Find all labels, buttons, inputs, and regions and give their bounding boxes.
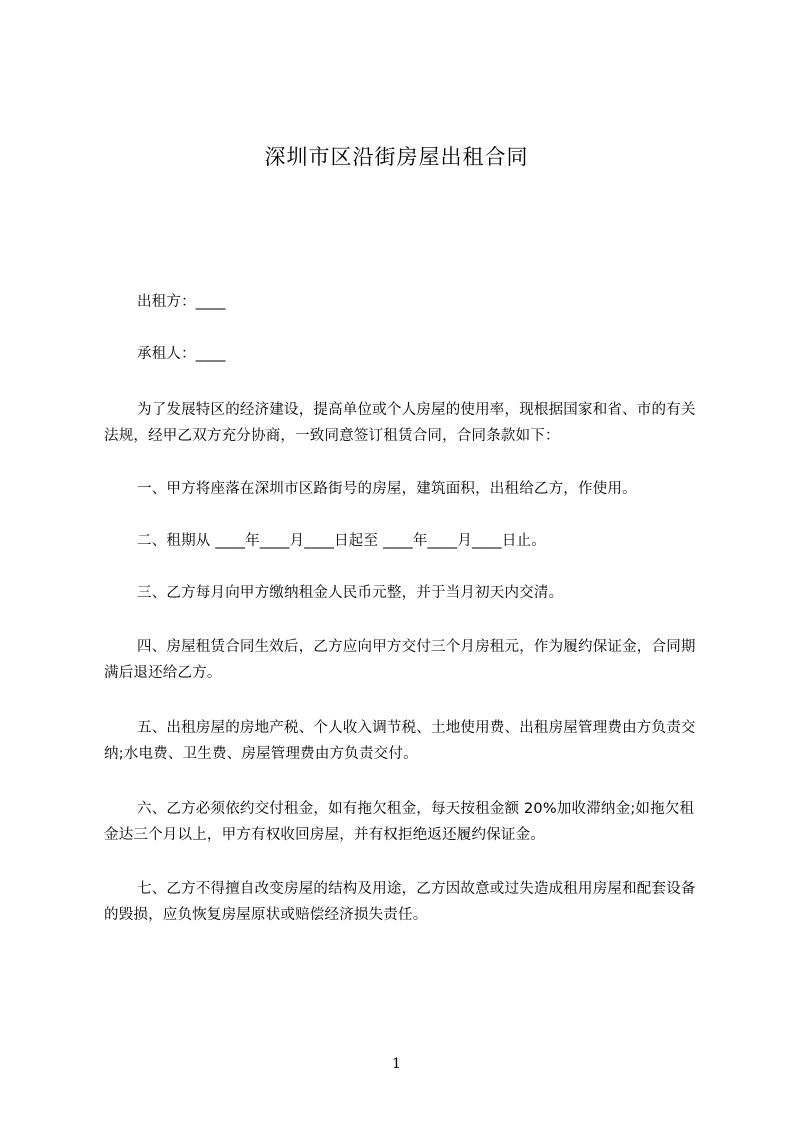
clause-5: 五、出租房屋的房地产税、个人收入调节税、土地使用费、出租房屋管理费由方负责交纳;水电费、卫生费、房屋管理费由方负责交付。 (104, 720, 696, 762)
clause-3: 三、乙方每月向甲方缴纳租金人民币元整，并于当月初天内交清。 (137, 585, 564, 601)
page-number: 1 (392, 1056, 401, 1072)
clause-2: 二、租期从 ____年____月____日起至 ____年____月____日止。 (137, 533, 546, 549)
lessor-line: 出租方：____ (137, 294, 226, 310)
clause-6: 六、乙方必须依约交付租金，如有拖欠租金，每天按租金额 20%加收滞纳金;如拖欠租金达三个月以上，甲方有权收回房屋，并有权拒绝返还履约保证金。 (104, 801, 695, 843)
clause-7: 七、乙方不得擅自改变房屋的结构及用途，乙方因故意或过失造成租用房屋和配套设备的毁损，应负恢复房屋原状或赔偿经济损失责任。 (104, 881, 696, 923)
clause-4: 四、房屋租赁合同生效后，乙方应向甲方交付三个月房租元，作为履约保证金，合同期满后退还给乙方。 (104, 639, 696, 681)
preamble-paragraph: 为了发展特区的经济建设，提高单位或个人房屋的使用率，现根据国家和省、市的有关法规，经甲乙双方充分协商，一致同意签订租赁合同，合同条款如下： (104, 402, 696, 444)
document-title: 深圳市区沿街房屋出租合同 (264, 145, 529, 169)
lessee-line: 承租人：____ (137, 346, 226, 362)
clause-1: 一、甲方将座落在深圳市区路街号的房屋，建筑面积，出租给乙方，作使用。 (137, 481, 637, 497)
